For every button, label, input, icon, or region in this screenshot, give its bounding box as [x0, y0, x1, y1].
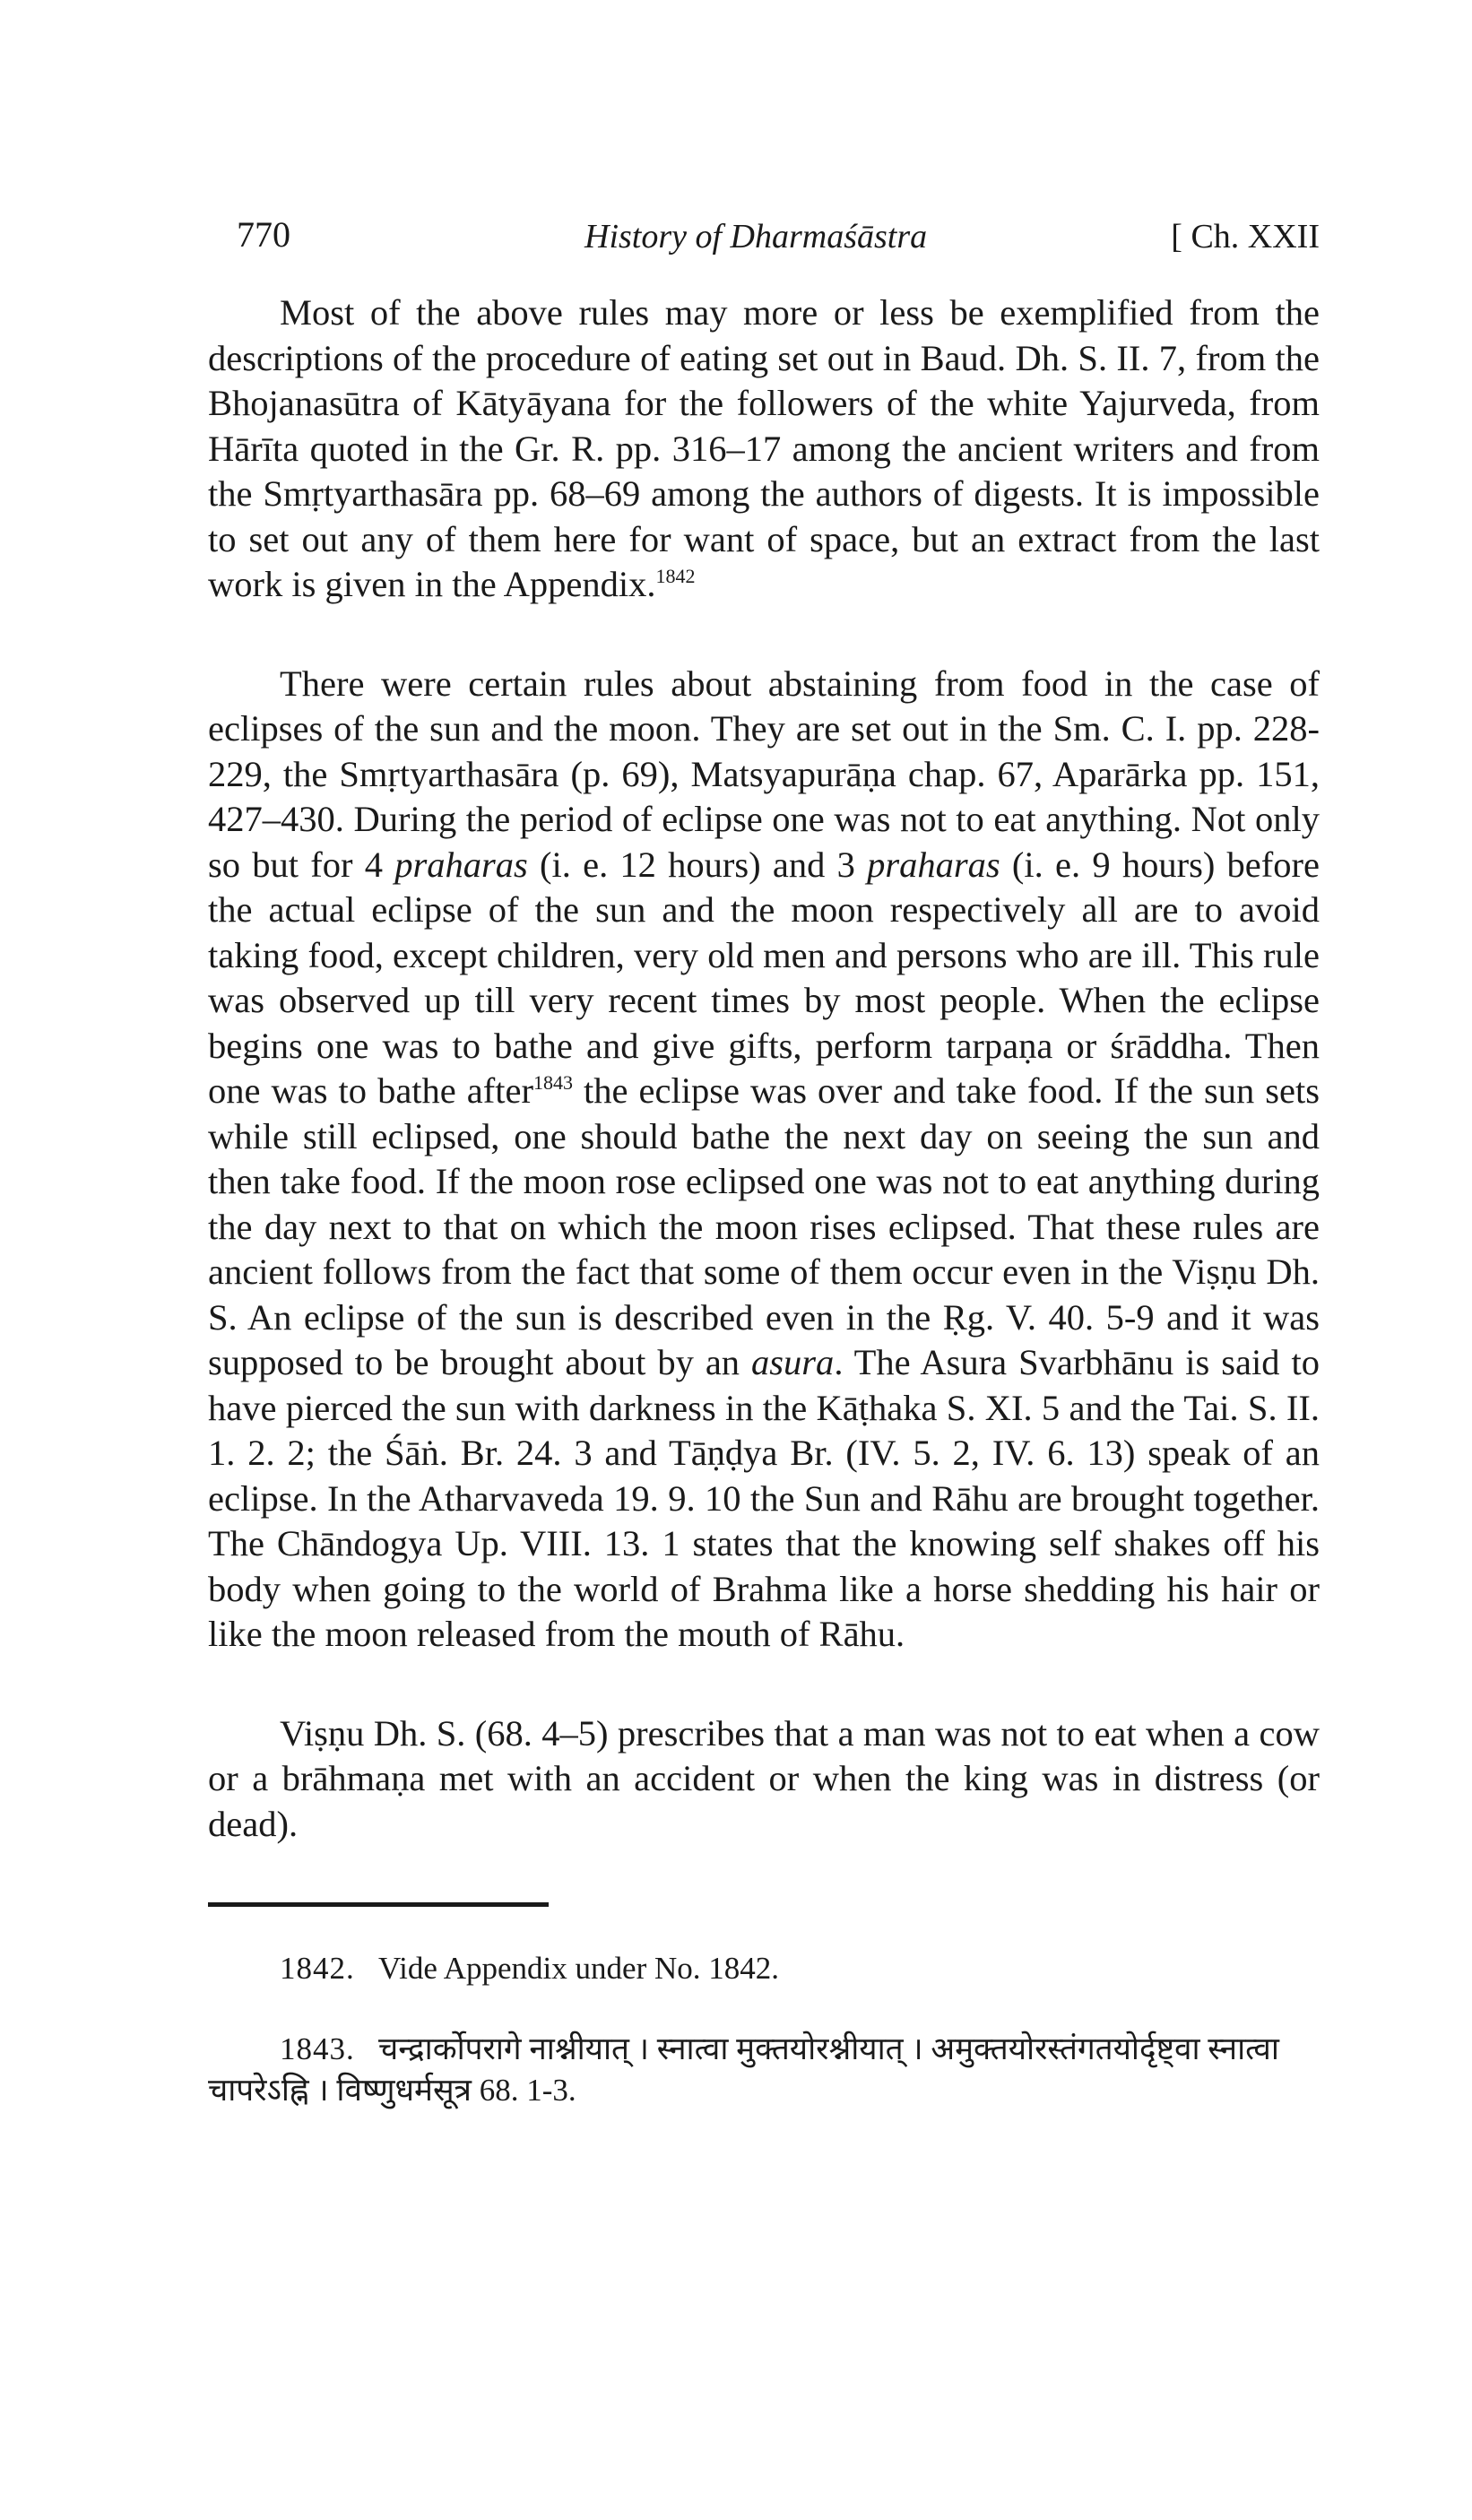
footnote-number: 1843.	[280, 2031, 355, 2066]
paragraph-1-text: Most of the above rules may more or less be exemplified from the descriptions of the procedure of eating set out in Baud. Dh. S. II. 7, from the Bhojanasūtra of Kātyāyana for the followers of the white Yajurveda, from Hārīta quoted in the Gr. R. pp. 316–17 among the ancient writers and from the Smṛtyarthasāra pp. 68–69 among the authors of digests. It is impossible to set out any of them here for want of space, but an extract from the last work is given in the Appendix.	[208, 292, 1320, 604]
footnote-text: Vide Appendix under No. 1842.	[378, 1951, 780, 1986]
book-page	[208, 213, 1320, 2111]
footnote-text: चन्द्रार्कोपरागे नाश्नीयात् । स्नात्वा मुक्तयोरश्नीयात् । अमुक्तयोरस्तंगतयोर्दृष्ट्वा स्नात्वा चापरेऽह्नि । विष्णुधर्मसूत्र 68. 1-3.	[208, 2031, 1279, 2108]
term-asura: asura	[751, 1342, 835, 1382]
footnote-ref-1843: 1843	[533, 1071, 573, 1094]
footnote-number: 1842.	[280, 1951, 355, 1986]
page-number: 770	[237, 214, 290, 255]
term-praharas-1: praharas	[394, 844, 528, 885]
paragraph-1	[208, 290, 1320, 608]
paragraph-2-text-a: There were certain rules about abstaining from food in the case of eclipses of the sun and the moon. They are set out in the Sm. C. I. pp. 228-229, the Smṛtyarthasāra (p. 69), Matsyapurāṇa chap. 67, Aparārka pp. 151, 427–430. During the period of eclipse one was not to eat anything. Not only so but for 4	[208, 662, 1320, 885]
paragraph-2-text-d: the eclipse was over and take food. If the sun sets while still eclipsed, one should bathe the next day on seeing the sun and then take food. If the moon rose eclipsed one was not to eat anything during the day next to that on which the moon rises eclipsed. That these rules are ancient follows from the fact that some of them occur even in the Viṣṇu Dh. S. An eclipse of the sun is described even in the Ṛg. V. 40. 5-9 and it was supposed to be brought about by an	[208, 1070, 1320, 1382]
paragraph-2-text-e: . The Asura Svarbhānu is said to have pierced the sun with darkness in the Kāṭhaka S. XI. 5 and the Tai. S. II. 1. 2. 2; the Śāṅ. Br. 24. 3 and Tāṇḍya Br. (IV. 5. 2, IV. 6. 13) speak of an eclipse. In the Atharvaveda 19. 9. 10 the Sun and Rāhu are brought together. The Chāndogya Up. VIII. 13. 1 states that the knowing self shakes off his body when going to the world of Brahma like a horse shedding his hair or like the moon released from the mouth of Rāhu.	[208, 1342, 1320, 1654]
paragraph-2-text-b: (i. e. 12 hours) and 3	[527, 844, 868, 885]
running-title: History of Dharmaśāstra	[584, 218, 928, 255]
footnote-ref-1842: 1842	[655, 565, 696, 587]
footnote-1843	[208, 2029, 1320, 2111]
paragraph-3-text: Viṣṇu Dh. S. (68. 4–5) prescribes that a man was not to eat when a cow or a brāhmaṇa met with an accident or when the king was in distress (or dead).	[208, 1712, 1320, 1844]
paragraph-2-text-c: (i. e. 9 hours) before the actual eclipse of the sun and the moon respectively all are to avoid taking food, except children, very old men and persons who are ill. This rule was observed up till very recent times by most people. When the eclipse begins one was to bathe and give gifts, perform tarpaṇa or śrāddha. Then one was to bathe after	[208, 844, 1320, 1111]
footnote-divider	[208, 1902, 549, 1907]
term-praharas-2: praharas	[867, 844, 1000, 885]
footnote-1842	[208, 1948, 1320, 1989]
paragraph-3	[208, 1711, 1320, 1848]
chapter-label: [ Ch. XXII	[1171, 218, 1320, 255]
running-head	[208, 213, 1320, 276]
paragraph-2	[208, 662, 1320, 1658]
